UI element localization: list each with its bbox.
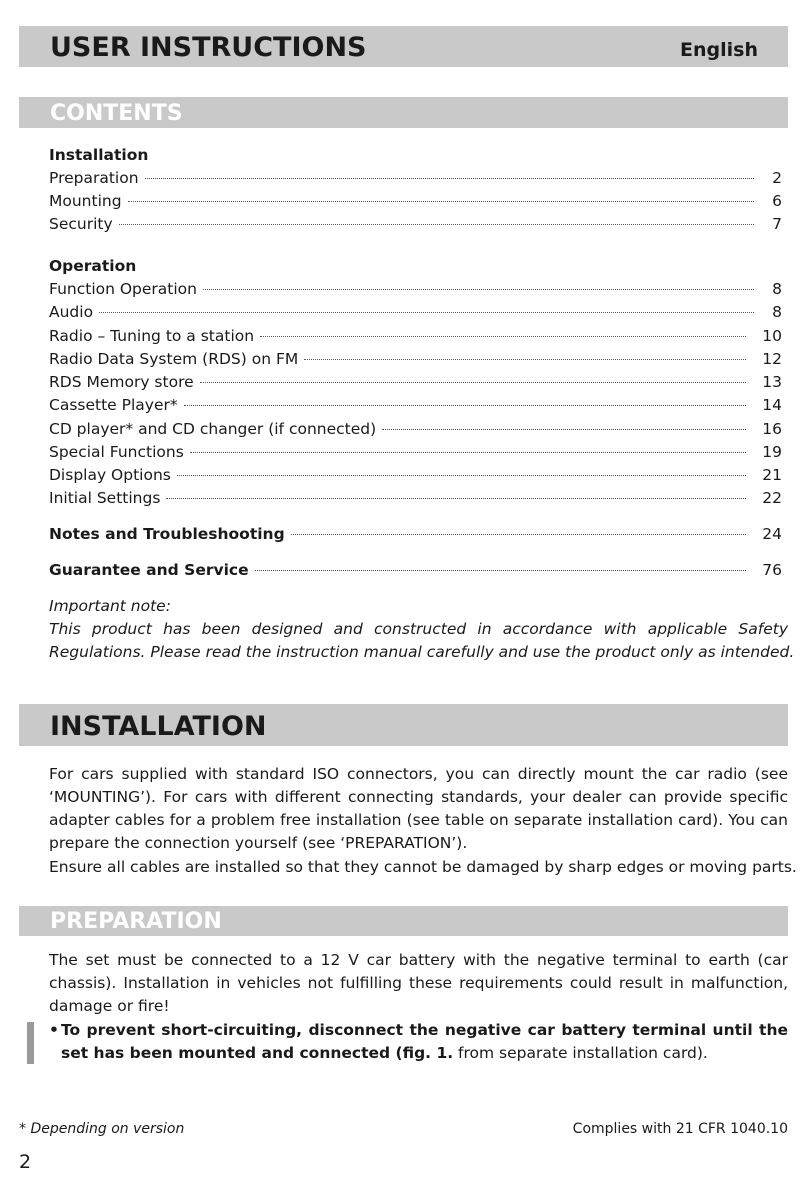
leader-dots	[190, 451, 746, 453]
toc-item-page: 76	[762, 561, 782, 579]
toc-item-rds	[49, 350, 782, 372]
leader-dots	[177, 474, 746, 476]
page-number: 2	[19, 1151, 32, 1173]
leader-dots	[260, 335, 746, 337]
important-note	[49, 595, 795, 664]
leader-dots	[291, 533, 746, 535]
toc-item-preparation	[49, 169, 782, 191]
toc-item-label: Initial Settings	[49, 489, 161, 507]
installation-heading: INSTALLATION	[50, 711, 267, 742]
document-title: USER INSTRUCTIONS	[50, 32, 367, 63]
toc-item-page: 14	[762, 396, 782, 414]
toc-item-guarantee	[49, 561, 782, 583]
toc-item-label: RDS Memory store	[49, 373, 194, 391]
leader-dots	[119, 223, 754, 225]
toc-item-label: Function Operation	[49, 280, 197, 298]
toc-item-page: 2	[772, 169, 782, 187]
toc-item-page: 16	[762, 420, 782, 438]
toc-item-mounting	[49, 192, 782, 214]
toc-item-label: Special Functions	[49, 443, 184, 461]
installation-paragraph-1: For cars supplied with standard ISO connectors, you can directly mount the car radio (see ‘MOUNTING’). For cars with different connecting standards, your dealer can provide specific adapter cables for a problem free installation (see table on separate installation card). You can prepare the connection yourself (see ‘PREPARATION’).	[49, 765, 788, 852]
toc-item-page: 21	[762, 466, 782, 484]
toc-item-rds-memory	[49, 373, 782, 395]
toc-item-label: Display Options	[49, 466, 171, 484]
toc-item-cd-player	[49, 420, 782, 442]
compliance-note: Complies with 21 CFR 1040.10	[572, 1121, 788, 1137]
toc-item-display-options	[49, 466, 782, 488]
toc-section-operation: Operation	[49, 257, 137, 275]
toc-item-page: 8	[772, 303, 782, 321]
toc-item-page: 6	[772, 192, 782, 210]
installation-heading-bar	[19, 704, 788, 746]
toc-item-special-functions	[49, 443, 782, 465]
preparation-heading-bar	[19, 906, 788, 936]
leader-dots	[203, 288, 754, 290]
leader-dots	[255, 569, 746, 571]
toc-item-page: 10	[762, 327, 782, 345]
installation-paragraph-2: Ensure all cables are installed so that they cannot be damaged by sharp edges or moving parts.	[49, 858, 797, 876]
warning-bold-text: To prevent short-circuiting, disconnect the negative car battery terminal until the set has been mounted and connected (fig. 1.	[61, 1021, 788, 1062]
toc-item-cassette	[49, 396, 782, 418]
toc-item-notes	[49, 525, 782, 547]
toc-item-audio	[49, 303, 782, 325]
important-note-line-2: Regulations. Please read the instruction manual carefully and use the product only as intended.	[49, 643, 795, 661]
footnote: * Depending on version	[19, 1121, 185, 1137]
leader-dots	[145, 177, 754, 179]
toc-item-page: 22	[762, 489, 782, 507]
toc-item-page: 8	[772, 280, 782, 298]
toc-item-page: 12	[762, 350, 782, 368]
toc-item-function-operation	[49, 280, 782, 302]
leader-dots	[128, 200, 754, 202]
preparation-heading: PREPARATION	[50, 909, 222, 934]
toc-section-installation: Installation	[49, 146, 149, 164]
leader-dots	[200, 381, 746, 383]
warning-marker-bar	[27, 1022, 34, 1064]
bullet: •	[49, 1021, 59, 1039]
preparation-warning	[49, 1019, 788, 1065]
toc-item-page: 19	[762, 443, 782, 461]
toc-item-label: Cassette Player*	[49, 396, 178, 414]
important-note-line-1: This product has been designed and constructed in accordance with applicable Safety	[49, 620, 788, 638]
important-note-title: Important note:	[49, 597, 171, 615]
toc-item-page: 7	[772, 215, 782, 233]
toc-item-label: Security	[49, 215, 113, 233]
toc-item-security	[49, 215, 782, 237]
toc-item-radio-tuning	[49, 327, 782, 349]
warning-rest-text: from separate installation card).	[453, 1044, 708, 1062]
toc-item-label: Radio Data System (RDS) on FM	[49, 350, 299, 368]
preparation-paragraph: The set must be connected to a 12 V car battery with the negative terminal to earth (car chassis). Installation in vehicles not fulfilling these requirements could result in malfunction, damage or fire!	[49, 951, 788, 1015]
toc-item-label: CD player* and CD changer (if connected)	[49, 420, 377, 438]
toc-item-label: Radio – Tuning to a station	[49, 327, 255, 345]
leader-dots	[382, 428, 746, 430]
toc-item-label: Guarantee and Service	[49, 561, 249, 579]
toc-item-label: Audio	[49, 303, 94, 321]
contents-heading: CONTENTS	[50, 101, 183, 126]
leader-dots	[184, 404, 746, 406]
header-bar	[19, 26, 788, 67]
toc-item-page: 24	[762, 525, 782, 543]
leader-dots	[99, 311, 754, 313]
contents-heading-bar	[19, 97, 788, 128]
leader-dots	[166, 497, 746, 499]
toc-item-initial-settings	[49, 489, 782, 511]
toc-item-label: Mounting	[49, 192, 122, 210]
toc-item-label: Notes and Troubleshooting	[49, 525, 285, 543]
toc-item-page: 13	[762, 373, 782, 391]
toc-item-label: Preparation	[49, 169, 139, 187]
warning-text	[61, 1019, 788, 1065]
language-label: English	[680, 39, 758, 61]
leader-dots	[304, 358, 746, 360]
